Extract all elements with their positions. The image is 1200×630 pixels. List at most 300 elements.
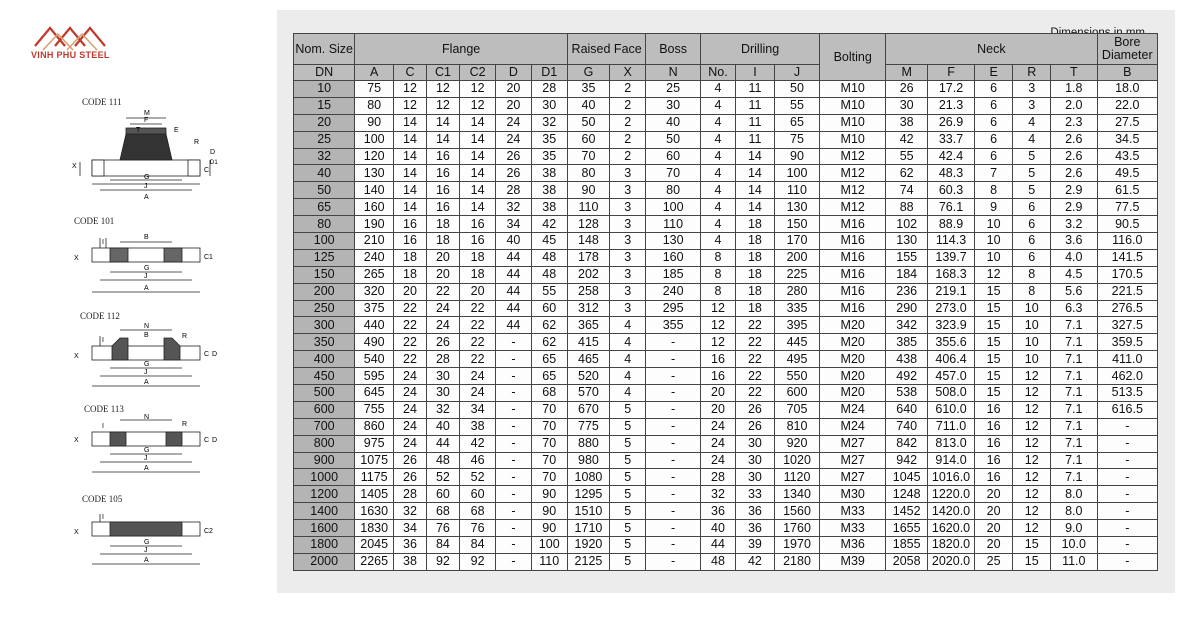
- table-cell: 508.0: [928, 385, 975, 402]
- table-cell: 1420.0: [928, 503, 975, 520]
- table-cell: 30: [646, 97, 701, 114]
- table-cell: -: [646, 435, 701, 452]
- table-cell: 240: [646, 283, 701, 300]
- dn-cell: 125: [294, 249, 355, 266]
- table-cell: 15: [974, 300, 1013, 317]
- table-cell: 76: [459, 520, 495, 537]
- table-cell: 30: [886, 97, 928, 114]
- table-cell: 3: [1013, 81, 1051, 98]
- table-cell: 355.6: [928, 334, 975, 351]
- table-cell: 42: [886, 131, 928, 148]
- table-cell: -: [646, 503, 701, 520]
- j-dim-label: J: [144, 273, 148, 280]
- table-cell: 11: [736, 97, 775, 114]
- table-cell: 20: [426, 266, 459, 283]
- table-cell: 280: [774, 283, 819, 300]
- table-cell: -: [1097, 537, 1157, 554]
- table-cell: 22.0: [1097, 97, 1157, 114]
- table-cell: 36: [700, 503, 735, 520]
- t-dim-label: T: [136, 127, 141, 134]
- table-cell: 90: [567, 182, 609, 199]
- table-cell: 3: [609, 283, 645, 300]
- code-105-label: CODE 105: [82, 494, 123, 504]
- table-cell: 4: [700, 199, 735, 216]
- column-header: F: [928, 65, 975, 81]
- table-cell: 55: [774, 97, 819, 114]
- table-cell: 34: [496, 216, 531, 233]
- dn-cell: 25: [294, 131, 355, 148]
- dn-cell: 400: [294, 351, 355, 368]
- table-cell: -: [646, 469, 701, 486]
- table-cell: 12: [426, 97, 459, 114]
- table-cell: 15: [1013, 537, 1051, 554]
- table-cell: 33: [736, 486, 775, 503]
- table-cell: 5.6: [1050, 283, 1097, 300]
- table-cell: 26: [496, 165, 531, 182]
- column-header: T: [1050, 65, 1097, 81]
- dn-cell: 15: [294, 97, 355, 114]
- table-cell: 35: [531, 148, 567, 165]
- table-cell: -: [496, 469, 531, 486]
- table-cell: 1620.0: [928, 520, 975, 537]
- table-cell: 92: [459, 553, 495, 570]
- table-cell: 457.0: [928, 368, 975, 385]
- table-row: [294, 283, 1158, 300]
- table-cell: 12: [1013, 503, 1051, 520]
- table-cell: 70: [531, 418, 567, 435]
- table-row: [294, 418, 1158, 435]
- table-cell: 12: [1013, 401, 1051, 418]
- table-row: [294, 520, 1158, 537]
- table-cell: 16: [426, 199, 459, 216]
- group-header-row: [294, 34, 1158, 65]
- dn-cell: 1600: [294, 520, 355, 537]
- table-cell: 90: [531, 520, 567, 537]
- table-cell: 320: [355, 283, 394, 300]
- table-cell: 1075: [355, 452, 394, 469]
- table-cell: 8: [700, 266, 735, 283]
- r-dim-label: R: [182, 333, 188, 340]
- table-cell: 60.3: [928, 182, 975, 199]
- table-cell: -: [496, 368, 531, 385]
- table-cell: 5: [609, 418, 645, 435]
- table-cell: 76.1: [928, 199, 975, 216]
- table-cell: 38: [531, 165, 567, 182]
- table-cell: 75: [774, 131, 819, 148]
- table-cell: 24: [394, 418, 427, 435]
- table-cell: 22: [736, 368, 775, 385]
- table-cell: 775: [567, 418, 609, 435]
- column-header: M: [886, 65, 928, 81]
- table-cell: -: [646, 486, 701, 503]
- table-cell: 7.1: [1050, 385, 1097, 402]
- table-cell: 130: [886, 233, 928, 250]
- table-row: [294, 199, 1158, 216]
- table-cell: M20: [820, 385, 886, 402]
- table-cell: 12: [459, 97, 495, 114]
- table-cell: 4: [609, 317, 645, 334]
- table-cell: 355: [646, 317, 701, 334]
- table-cell: 2: [609, 97, 645, 114]
- table-cell: 55: [531, 283, 567, 300]
- group-header: Flange: [355, 34, 568, 65]
- table-cell: 90: [531, 503, 567, 520]
- table-cell: 1248: [886, 486, 928, 503]
- table-cell: 24: [700, 418, 735, 435]
- table-cell: 705: [774, 401, 819, 418]
- table-cell: 38: [394, 553, 427, 570]
- table-cell: M16: [820, 283, 886, 300]
- table-cell: 24: [700, 435, 735, 452]
- table-cell: 295: [646, 300, 701, 317]
- dn-cell: 100: [294, 233, 355, 250]
- x-dim-label: X: [74, 529, 79, 536]
- table-cell: M39: [820, 553, 886, 570]
- table-cell: 20: [700, 401, 735, 418]
- g-dim-label: G: [144, 174, 150, 181]
- table-cell: 335: [774, 300, 819, 317]
- table-cell: 20: [700, 385, 735, 402]
- table-cell: 38: [886, 114, 928, 131]
- table-cell: 5: [1013, 182, 1051, 199]
- table-cell: M10: [820, 97, 886, 114]
- table-cell: 1045: [886, 469, 928, 486]
- table-cell: 10: [974, 249, 1013, 266]
- table-cell: 7.1: [1050, 368, 1097, 385]
- table-cell: 24: [459, 368, 495, 385]
- table-cell: 1405: [355, 486, 394, 503]
- table-cell: 8: [700, 249, 735, 266]
- table-cell: 276.5: [1097, 300, 1157, 317]
- table-cell: 22: [736, 334, 775, 351]
- dn-cell: 900: [294, 452, 355, 469]
- table-cell: 10: [974, 216, 1013, 233]
- table-cell: 44: [496, 317, 531, 334]
- table-cell: 16: [700, 368, 735, 385]
- table-cell: 44: [700, 537, 735, 554]
- table-cell: 10: [1013, 334, 1051, 351]
- table-cell: 44: [496, 249, 531, 266]
- table-cell: 33.7: [928, 131, 975, 148]
- table-cell: 40: [567, 97, 609, 114]
- table-cell: 68: [426, 503, 459, 520]
- table-cell: 18: [736, 249, 775, 266]
- table-cell: 273.0: [928, 300, 975, 317]
- table-cell: 68: [531, 385, 567, 402]
- table-cell: 914.0: [928, 452, 975, 469]
- table-cell: -: [646, 418, 701, 435]
- table-cell: 4: [609, 385, 645, 402]
- table-cell: 48: [531, 249, 567, 266]
- m-dim-label: M: [144, 110, 150, 117]
- table-cell: 4: [700, 131, 735, 148]
- a-dim-label: A: [144, 194, 149, 201]
- table-cell: 16: [974, 418, 1013, 435]
- table-cell: M20: [820, 317, 886, 334]
- table-cell: 4: [609, 334, 645, 351]
- table-cell: 22: [426, 283, 459, 300]
- table-cell: 14: [736, 148, 775, 165]
- table-cell: 2: [609, 114, 645, 131]
- table-cell: 38: [531, 199, 567, 216]
- x-dim-label: X: [72, 163, 77, 170]
- e-dim-label: E: [174, 127, 179, 134]
- table-cell: 12: [974, 266, 1013, 283]
- table-cell: 61.5: [1097, 182, 1157, 199]
- table-cell: 4: [700, 148, 735, 165]
- table-cell: 2020.0: [928, 553, 975, 570]
- table-cell: 20: [974, 537, 1013, 554]
- table-cell: 26: [886, 81, 928, 98]
- table-cell: 12: [1013, 452, 1051, 469]
- table-cell: M16: [820, 249, 886, 266]
- table-cell: 513.5: [1097, 385, 1157, 402]
- table-cell: 415: [567, 334, 609, 351]
- i-dim-label: I: [102, 239, 104, 246]
- d-dim-label: D: [212, 351, 218, 358]
- table-cell: 445: [774, 334, 819, 351]
- table-cell: 35: [567, 81, 609, 98]
- i-dim-label: I: [102, 337, 104, 344]
- table-cell: 25: [974, 553, 1013, 570]
- table-cell: -: [646, 553, 701, 570]
- table-cell: 26: [394, 469, 427, 486]
- table-cell: M33: [820, 503, 886, 520]
- table-cell: 8: [1013, 283, 1051, 300]
- c1-dim-label: C1: [204, 254, 213, 261]
- table-cell: 12: [700, 317, 735, 334]
- table-cell: 15: [974, 334, 1013, 351]
- table-cell: 595: [355, 368, 394, 385]
- table-cell: 14: [736, 199, 775, 216]
- table-cell: -: [496, 401, 531, 418]
- table-cell: 70: [531, 401, 567, 418]
- table-cell: 980: [567, 452, 609, 469]
- table-cell: 14: [459, 148, 495, 165]
- table-cell: 1120: [774, 469, 819, 486]
- n-dim-label: N: [144, 414, 150, 421]
- table-cell: 60: [459, 486, 495, 503]
- table-cell: 3: [609, 165, 645, 182]
- table-cell: 14: [394, 199, 427, 216]
- table-cell: 130: [646, 233, 701, 250]
- dn-cell: 800: [294, 435, 355, 452]
- table-cell: 24: [394, 401, 427, 418]
- dn-cell: 65: [294, 199, 355, 216]
- table-cell: 3: [1013, 97, 1051, 114]
- table-cell: 14: [459, 114, 495, 131]
- vinh-phu-steel-logo: [25, 14, 125, 74]
- table-cell: 62: [531, 334, 567, 351]
- table-cell: 14: [459, 165, 495, 182]
- table-cell: 16: [394, 233, 427, 250]
- table-cell: 55: [886, 148, 928, 165]
- table-cell: 14: [426, 114, 459, 131]
- table-cell: 711.0: [928, 418, 975, 435]
- column-header: R: [1013, 65, 1051, 81]
- table-cell: -: [496, 351, 531, 368]
- dn-cell: 10: [294, 81, 355, 98]
- table-cell: 5: [609, 553, 645, 570]
- table-cell: 6: [974, 81, 1013, 98]
- table-cell: 2.9: [1050, 182, 1097, 199]
- table-cell: 5: [1013, 165, 1051, 182]
- n-dim-label: N: [144, 323, 150, 330]
- table-cell: 8.0: [1050, 486, 1097, 503]
- table-cell: 6: [1013, 249, 1051, 266]
- table-cell: 24: [496, 131, 531, 148]
- table-cell: 100: [774, 165, 819, 182]
- table-cell: 10: [974, 233, 1013, 250]
- table-cell: M16: [820, 266, 886, 283]
- column-header: X: [609, 65, 645, 81]
- table-cell: 160: [646, 249, 701, 266]
- j-dim-label: J: [144, 183, 148, 190]
- table-cell: 22: [736, 385, 775, 402]
- table-cell: -: [1097, 418, 1157, 435]
- table-cell: 12: [700, 334, 735, 351]
- table-cell: 1855: [886, 537, 928, 554]
- table-cell: 190: [355, 216, 394, 233]
- column-header: C: [394, 65, 427, 81]
- column-header: D: [496, 65, 531, 81]
- table-cell: 640: [886, 401, 928, 418]
- table-cell: 110: [774, 182, 819, 199]
- table-cell: 600: [774, 385, 819, 402]
- c-dim-label: C: [204, 351, 210, 358]
- table-cell: 4: [700, 182, 735, 199]
- table-cell: -: [496, 520, 531, 537]
- table-cell: 4: [700, 81, 735, 98]
- weld-neck-flange-drawing: [70, 104, 220, 204]
- dn-cell: 20: [294, 114, 355, 131]
- table-cell: 43.5: [1097, 148, 1157, 165]
- table-cell: 35: [531, 131, 567, 148]
- table-cell: -: [1097, 435, 1157, 452]
- table-cell: 5: [609, 503, 645, 520]
- table-cell: 18: [736, 300, 775, 317]
- table-cell: 8: [1013, 266, 1051, 283]
- table-cell: 40: [700, 520, 735, 537]
- x-dim-label: X: [74, 255, 79, 262]
- table-cell: 327.5: [1097, 317, 1157, 334]
- table-cell: 38: [531, 182, 567, 199]
- dn-cell: 500: [294, 385, 355, 402]
- table-cell: 2: [609, 131, 645, 148]
- group-header: Neck: [886, 34, 1097, 65]
- table-cell: 14: [736, 165, 775, 182]
- table-cell: 4.5: [1050, 266, 1097, 283]
- table-cell: 6: [974, 97, 1013, 114]
- table-cell: 116.0: [1097, 233, 1157, 250]
- table-cell: 14: [459, 182, 495, 199]
- table-cell: 2: [609, 81, 645, 98]
- table-cell: 20: [459, 283, 495, 300]
- table-cell: 8.0: [1050, 503, 1097, 520]
- dn-cell: 700: [294, 418, 355, 435]
- table-cell: M24: [820, 401, 886, 418]
- table-cell: 26: [736, 418, 775, 435]
- table-cell: 16: [426, 148, 459, 165]
- table-cell: 18.0: [1097, 81, 1157, 98]
- table-cell: 130: [355, 165, 394, 182]
- table-cell: 12: [1013, 418, 1051, 435]
- flange-dimensions-panel: [277, 10, 1175, 593]
- table-cell: 2.6: [1050, 131, 1097, 148]
- table-cell: 2.6: [1050, 148, 1097, 165]
- table-cell: 32: [496, 199, 531, 216]
- table-cell: M20: [820, 334, 886, 351]
- table-cell: 755: [355, 401, 394, 418]
- table-cell: 11: [736, 81, 775, 98]
- table-cell: 6: [1013, 216, 1051, 233]
- table-row: [294, 165, 1158, 182]
- table-cell: 975: [355, 435, 394, 452]
- table-cell: 12: [1013, 486, 1051, 503]
- table-cell: 70: [531, 469, 567, 486]
- table-cell: M12: [820, 165, 886, 182]
- dn-cell: 32: [294, 148, 355, 165]
- table-cell: 14: [394, 148, 427, 165]
- table-cell: -: [1097, 520, 1157, 537]
- table-cell: 52: [426, 469, 459, 486]
- table-cell: 7.1: [1050, 351, 1097, 368]
- table-cell: M12: [820, 148, 886, 165]
- table-cell: 465: [567, 351, 609, 368]
- table-cell: 12: [1013, 469, 1051, 486]
- table-cell: 185: [646, 266, 701, 283]
- table-cell: 810: [774, 418, 819, 435]
- d1-dim-label: D1: [210, 160, 218, 166]
- table-cell: 16: [974, 435, 1013, 452]
- table-cell: 9.0: [1050, 520, 1097, 537]
- table-cell: 3: [609, 216, 645, 233]
- logo-mark-icon: [25, 14, 125, 54]
- dn-cell: 40: [294, 165, 355, 182]
- table-row: [294, 216, 1158, 233]
- table-cell: 22: [394, 334, 427, 351]
- table-cell: 130: [774, 199, 819, 216]
- table-row: [294, 249, 1158, 266]
- table-cell: -: [1097, 553, 1157, 570]
- c2-dim-label: C2: [204, 528, 213, 535]
- table-cell: 44: [496, 266, 531, 283]
- table-cell: 70: [646, 165, 701, 182]
- table-cell: 14: [394, 165, 427, 182]
- table-cell: 14: [394, 114, 427, 131]
- table-cell: 28: [394, 486, 427, 503]
- table-cell: 1920: [567, 537, 609, 554]
- table-cell: 3.2: [1050, 216, 1097, 233]
- table-cell: 65: [531, 351, 567, 368]
- group-header: Boss: [646, 34, 701, 65]
- table-cell: 15: [1013, 553, 1051, 570]
- table-body: [294, 81, 1158, 571]
- table-cell: 74: [886, 182, 928, 199]
- table-row: [294, 300, 1158, 317]
- column-header: DN: [294, 65, 355, 81]
- b-dim-label: B: [144, 234, 149, 241]
- table-row: [294, 114, 1158, 131]
- slip-on-flange-drawing: [70, 320, 220, 396]
- table-cell: 18: [426, 233, 459, 250]
- table-cell: 114.3: [928, 233, 975, 250]
- table-cell: 120: [355, 148, 394, 165]
- table-cell: 7: [974, 165, 1013, 182]
- table-cell: 5: [1013, 148, 1051, 165]
- table-cell: 141.5: [1097, 249, 1157, 266]
- table-cell: 26: [496, 148, 531, 165]
